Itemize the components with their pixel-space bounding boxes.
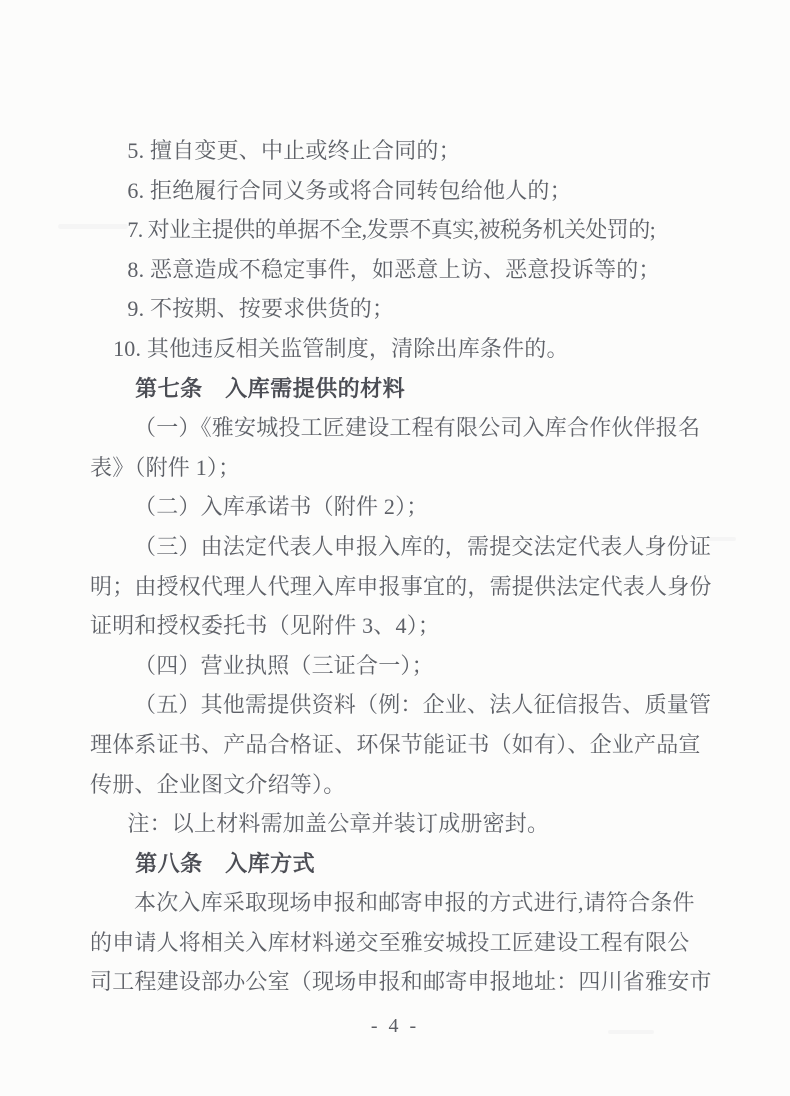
document-body	[90, 131, 712, 1002]
materials-note-line-1: 注：以上材料需加盖公章并装订成册密封。	[127, 811, 550, 837]
material-3	[90, 527, 712, 646]
material-3-line-2: 明；由授权代理人代理入库申报事宜的，需提供法定代表人身份	[90, 573, 712, 599]
material-5-line-2: 理体系证书、产品合格证、环保节能证书（如有）、企业产品宣	[90, 731, 701, 757]
material-2	[90, 487, 706, 527]
page-number: - 4 -	[370, 1015, 420, 1037]
article-8-paragraph	[90, 883, 712, 1002]
materials-note	[90, 804, 706, 844]
clause-item-10-line-1: 10. 其他违反相关监管制度，清除出库条件的。	[113, 335, 569, 361]
material-5-line-1: （五）其他需提供资料（例：企业、法人征信报告、质量管	[134, 692, 712, 718]
clause-item-6	[90, 171, 706, 211]
article-8-paragraph-line-1: 本次入库采取现场申报和邮寄申报的方式进行,请符合条件	[134, 890, 695, 916]
clause-item-10	[90, 329, 706, 369]
article-8-paragraph-line-2: 的申请人将相关入库材料递交至雅安城投工匠建设工程有限公	[90, 929, 690, 955]
material-3-line-3: 证明和授权委托书（见附件 3、4）；	[90, 613, 441, 639]
clause-item-9-line-1: 9. 不按期、按要求供货的；	[127, 296, 395, 322]
clause-item-8	[90, 250, 706, 290]
article-8-heading-line-1: 第八条 入库方式	[135, 850, 316, 876]
article-8-paragraph-line-3: 司工程建设部办公室（现场申报和邮寄申报地址：四川省雅安市	[90, 969, 712, 995]
material-4	[90, 646, 706, 686]
clause-item-6-line-1: 6. 拒绝履行合同义务或将合同转包给他人的；	[127, 177, 572, 203]
article-7-heading	[90, 369, 706, 409]
clause-item-9	[90, 289, 706, 329]
material-2-line-1: （二）入库承诺书（附件 2）；	[134, 494, 429, 520]
article-8-heading	[90, 844, 706, 884]
material-1-line-1: （一）《雅安城投工匠建设工程有限公司入库合作伙伴报名	[134, 415, 701, 441]
clause-item-5-line-1: 5. 擅自变更、中止或终止合同的；	[127, 138, 461, 163]
article-7-heading-line-1: 第七条 入库需提供的材料	[135, 375, 406, 401]
material-4-line-1: （四）营业执照（三证合一）；	[134, 652, 434, 678]
material-5	[90, 685, 712, 804]
material-1-line-2: 表》（附件 1）；	[90, 454, 241, 480]
clause-item-7-line-1: 7. 对业主提供的单据不全,发票不真实,被税务机关处罚的;	[127, 217, 656, 243]
clause-item-8-line-1: 8. 恶意造成不稳定事件，如恶意上访、恶意投诉等的；	[127, 256, 661, 282]
clause-item-5	[90, 131, 706, 171]
material-1	[90, 408, 706, 487]
material-3-line-1: （三）由法定代表人申报入库的，需提交法定代表人身份证	[134, 533, 712, 559]
clause-item-7	[90, 210, 706, 250]
material-5-line-3: 传册、企业图文介绍等）。	[90, 771, 346, 797]
